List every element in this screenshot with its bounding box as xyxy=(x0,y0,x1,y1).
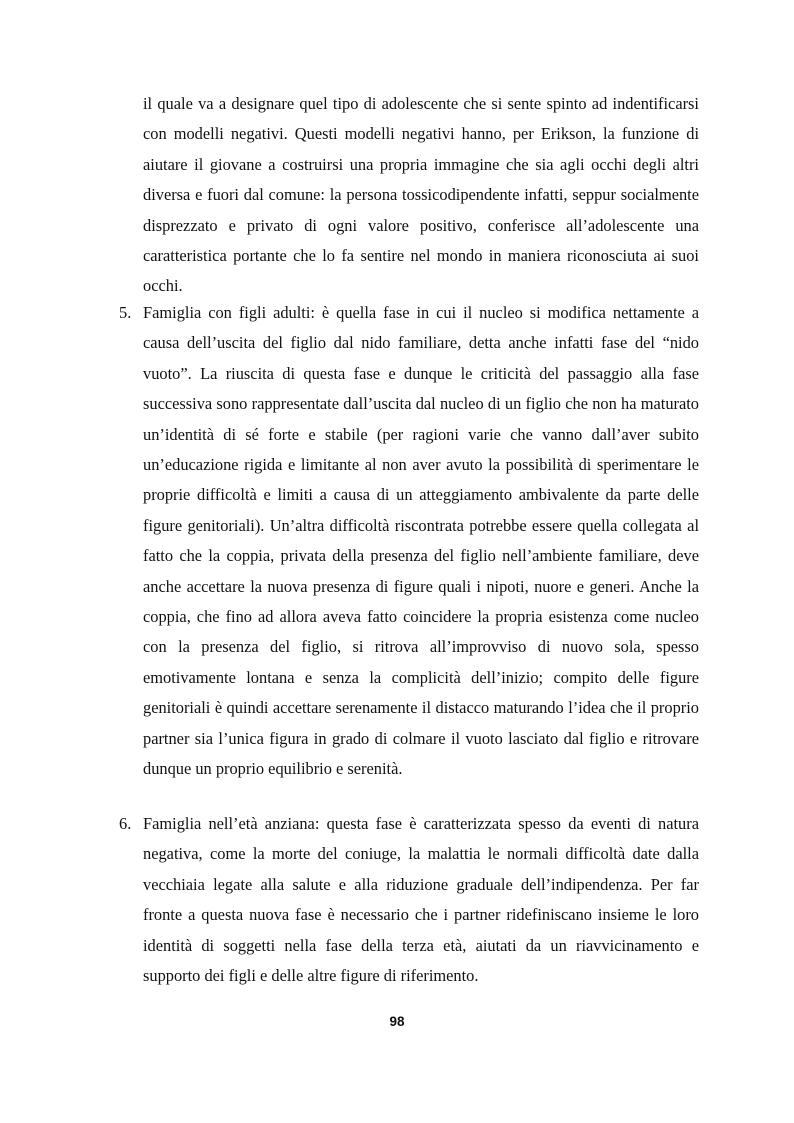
list-item-number: 6. xyxy=(119,814,132,833)
list-item-text: Famiglia con figli adulti: è quella fase in cui il nucleo si modifica nettamente a causa dell’uscita del figlio dal nido familiare, detta anche infatti fase del “nido vuoto”. La riuscita di questa fase e dunque le criticità del passaggio alla fase successiva sono rappresentate dall’uscita dal nucleo di un figlio che non ha maturato un’identità di sé forte e stabile (per ragioni varie che vanno dall’aver subito un’educazione rigida e limitante al non aver avuto la possibilità di sperimentare le proprie difficoltà e limiti a causa di un atteggiamento ambivalente da parte delle figure genitoriali). Un’altra difficoltà riscontrata potrebbe essere quella collegata al fatto che la coppia, privata della presenza del figlio nell’ambiente familiare, deve anche accettare la nuova presenza di figure quali i nipoti, nuore e generi. Anche la coppia, che fino ad allora aveva fatto coincidere la propria esistenza come nucleo con la presenza del figlio, si ritrova all’improvviso di nuovo sola, spesso emotivamente lontana e senza la complicità dell’inizio; compito delle figure genitoriali è quindi accettare serenamente il distacco maturando l’idea che il proprio partner sia l’unica figura in grado di colmare il vuoto lasciato dal figlio e ritrovare dunque un proprio equilibrio e serenità. xyxy=(143,303,699,779)
list-item-text: Famiglia nell’età anziana: questa fase è caratterizzata spesso da eventi di natura negativa, come la morte del coniuge, la malattia le normali difficoltà date dalla vecchiaia legate alla salute e alla riduzione graduale dell’indipendenza. Per far fronte a questa nuova fase è necessario che i partner ridefiniscano insieme le loro identità di soggetti nella fase della terza età, aiutati da un riavvicinamento e supporto dei figli e delle altre figure di riferimento. xyxy=(143,814,699,986)
continuation-paragraph: il quale va a designare quel tipo di adolescente che si sente spinto ad indentificarsi con modelli negativi. Questi modelli negativi hanno, per Erikson, la funzione di aiutare il giovane a costruirsi una propria immagine che sia agli occhi degli altri diversa e fuori dal comune: la persona tossicodipendente infatti, seppur socialmente disprezzato e privato di ogni valore positivo, conferisce all’adolescente una caratteristica portante che lo fa sentire nel mondo in maniera riconosciuta ai suoi occhi. xyxy=(143,94,699,296)
list-item xyxy=(119,298,699,785)
list-item xyxy=(119,809,699,991)
list-item-number: 5. xyxy=(119,303,132,322)
page-number: 98 xyxy=(389,1014,405,1029)
